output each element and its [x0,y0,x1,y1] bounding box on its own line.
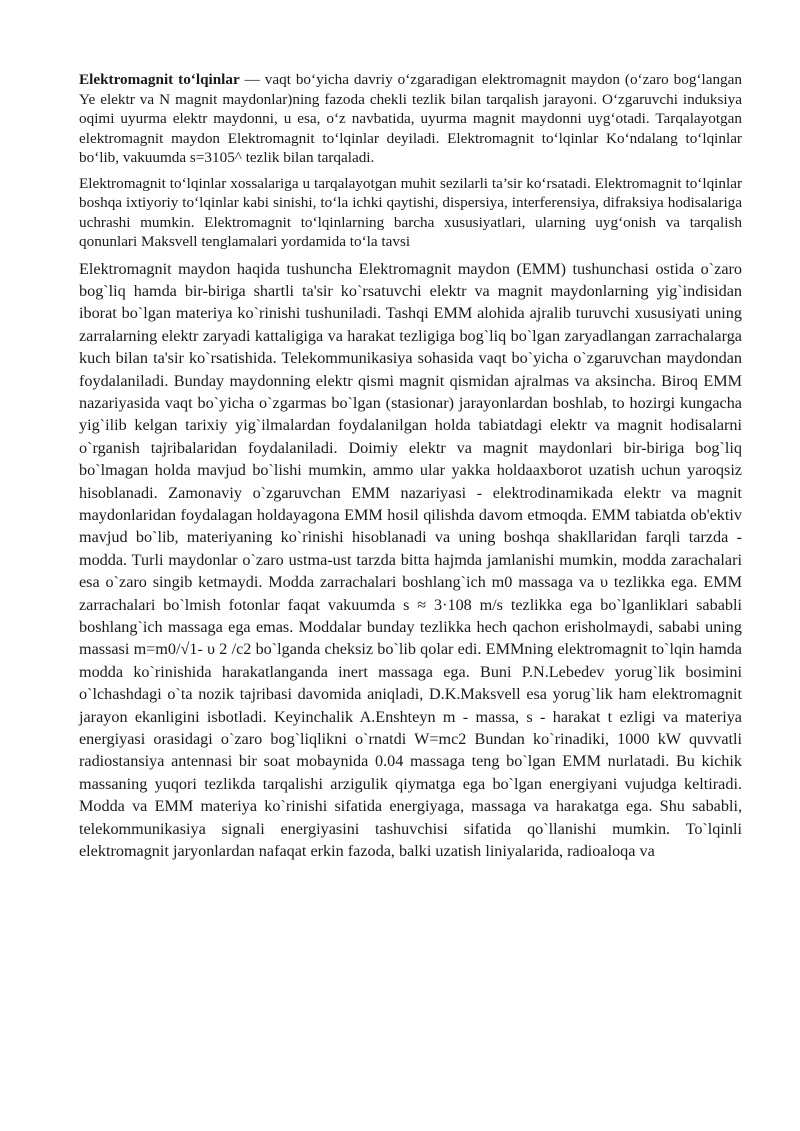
definition-text: — vaqt bo‘yicha davriy o‘zgaradigan elektromagnit maydon (o‘zaro bog‘langan Ye elektr va N magnit maydonlar)ning fazoda chekli tezlik bilan tarqalish jarayoni. O‘zgaruvchi induksiya oqimi uyurma elektr maydonni, u esa, o‘z navbatida, uyurma magnit maydonni uyg‘otadi. Tarqalayotgan elektromagnit maydon Elektromagnit to‘lqinlar deyiladi. Elektromagnit to‘lqinlar Ko‘ndalang to‘lqinlar bo‘lib, vakuumda s=3105^ tezlik bilan tarqaladi. [79,71,742,166]
paragraph-definition [79,70,742,168]
term-heading: Elektromagnit to‘lqinlar [79,71,240,88]
paragraph-emm-concept: Elektromagnit maydon haqida tushuncha Elektromagnit maydon (EMM) tushunchasi ostida o`zaro bog`liq hamda bir-biriga shartli ta'sir ko`rsatuvchi elektr va magnit maydonlarning yig`indisidan iborat bo`lgan materiya ko`rinishi tushuniladi. Tashqi EMM alohida ajralib turuvchi xususiyati uning zarralarning elektr zaryadi kattaligiga va harakat tezligiga bog`liq bo`lgan zaryadlangan zarrachalarga kuch bilan ta'sir ko`rsatishida. Telekommunikasiya sohasida vaqt bo`yicha o`zgaruvchan maydondan foydalaniladi. Bunday maydonning elektr qismi magnit qismidan ajralmas va aksincha. Biroq EMM nazariyasida vaqt bo`yicha o`zgarmas bo`lgan (stasionar) jarayonlardan boshlab, to hozirgi kungacha yig`ilib kelgan tarixiy yig`ilmalardan foydalanilgan holda tabiatdagi elektr va magnit hodisalarni o`rganish tajribalaridan foydalaniladi. Doimiy elektr va magnit maydonlari bir-biriga bog`liq bo`lmagan holda mavjud bo`lishi mumkin, ammo ular yakka holdaaxborot uzatish uchun yaroqsiz hisoblanadi. Zamonaviy o`zgaruvchan EMM nazariyasi - elektrodinamikada elektr va magnit maydonlaridan foydalagan holdayagona EMM hosil qilishda davom etmoqda. EMM tabiatda ob'ektiv mavjud bo`lib, materiyaning ko`rinishi hisoblanadi va uning boshqa shakllaridan farqli tarzda - modda. Turli maydonlar o`zaro ustma-ust tarzda bitta hajmda jamlanishi mumkin, modda zarachalari esa o`zaro singib ketmaydi. Modda zarrachalari boshlang`ich m0 massaga va υ tezlikka ega. EMM zarrachalari bo`lmish fotonlar faqat vakuumda s ≈ 3·108 m/s tezlikka ega bo`lganliklari sababli boshlang`ich massaga ega emas. Moddalar bunday tezlikka hech qachon erisholmaydi, sababi uning massasi m=m0/√1- υ 2 /c2 bo`lganda cheksiz bo`lib qolar edi. EMMning elektromagnit to`lqin hamda modda ko`rinishida harakatlanganda inert massaga ega. Buni P.N.Lebedev yorug`lik bosimini o`lchashdagi o`ta nozik tajribasi davomida aniqladi, D.K.Maksvell esa yorug`lik ham elektromagnit jarayon ekanligini isbotladi. Keyinchalik A.Enshteyn m - massa, s - harakat t ezligi va materiya energiyasi orasidagi o`zaro bog`liqlikni o`rnatdi W=mc2 Bundan ko`rinadiki, 1000 kW quvvatli radiostansiya antennasi bir soat mobaynida 0.04 massaga teng bo`lgan EMM nurlatadi. Bu kichik massaning yuqori tezlikda tarqalishi arzigulik qiymatga ega bo`lgan energiyani vujudga keltiradi. Modda va EMM materiya ko`rinishi sifatida energiyaga, massaga va harakatga ega. Shu sababli, telekommunikasiya signali energiyasini tashuvchisi sifatida qo`llanishi mumkin. To`lqinli elektromagnit jaryonlardan nafaqat erkin fazoda, balki uzatish liniyalarida, radioaloqa va [79,259,742,861]
paragraph-properties: Elektromagnit to‘lqinlar xossalariga u tarqalayotgan muhit sezilarli ta’sir ko‘rsatadi. Elektromagnit to‘lqinlar boshqa ixtiyoriy to‘lqinlar kabi sinishi, to‘la ichki qaytishi, dispersiya, interferensiya, difraksiya hodisalariga uchrashi mumkin. Elektromagnit to‘lqinlarning barcha xususiyatlari, ularning uyg‘onish va tarqalish qonunlari Maksvell tenglamalari yordamida to‘la tavsi [79,174,742,250]
document-page [79,70,742,862]
